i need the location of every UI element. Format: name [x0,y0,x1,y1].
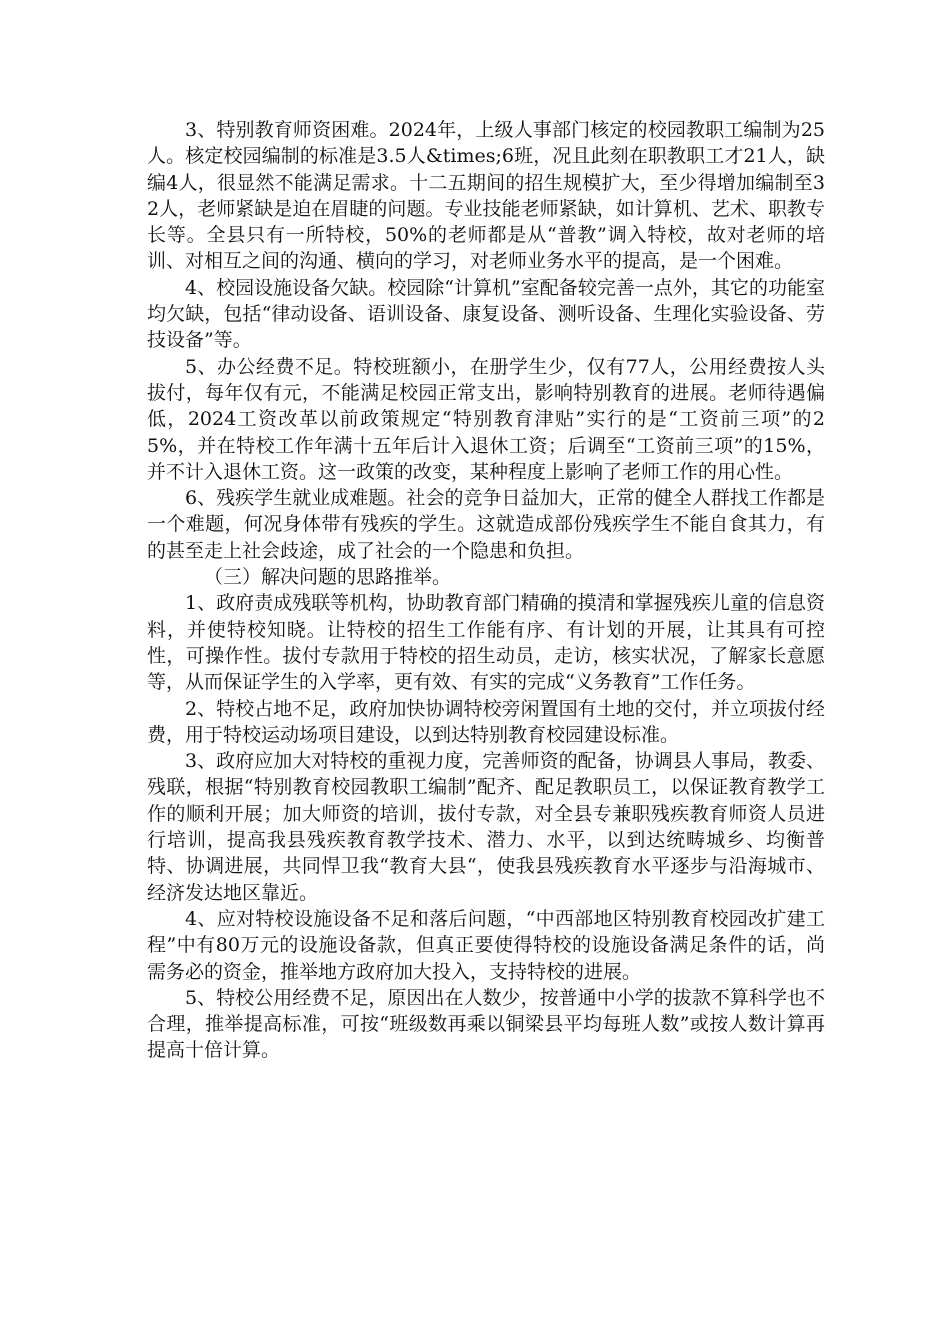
paragraph-facilities-lacking: 4、校园设施设备欠缺。校园除“计算机”室配备较完善一点外，其它的功能室均欠缺，包括“律动设备、语训设备、康复设备、测听设备、生理化实验设备、劳技设备”等。 [147,276,825,352]
paragraph-solution-2: 2、特校占地不足，政府加快协调特校旁闲置国有土地的交付，并立项拔付经费，用于特校运动场项目建设，以到达特别教育校园建设标准。 [147,697,825,746]
paragraph-employment-problem: 6、残疾学生就业成难题。社会的竞争日益加大，正常的健全人群找工作都是一个难题，何况身体带有残疾的学生。这就造成部份残疾学生不能自食其力，有的甚至走上社会歧途，成了社会的一个隐患和负担。 [147,487,825,562]
document-body [147,117,825,1064]
paragraph-solution-5: 5、特校公用经费不足，原因出在人数少，按普通中小学的拔款不算科学也不合理，推举提高标准，可按“班级数再乘以铜梁县平均每班人数”或按人数计算再提高十倍计算。 [147,986,825,1062]
section-heading-solutions: （三）解决问题的思路推举。 [204,566,452,589]
paragraph-solution-4: 4、应对特校设施设备不足和落后问题，“中西部地区特别教育校园改扩建工程”中有80万元的设施设备款，但真正要使得特校的设施设备满足条件的话，尚需务必的资金，推举地方政府加大投入，支持特校的进展。 [147,907,825,983]
paragraph-funding-shortage: 5、办公经费不足。特校班额小，在册学生少，仅有77人，公用经费按人头拔付，每年仅有元，不能满足校园正常支出，影响特别教育的进展。老师待遇偏低，2024工资改革以前政策规定“特别教育津贴”实行的是“工资前三项”的25%，并在特校工作年满十五年后计入退休工资；后调至“工资前三项”的15%，并不计入退休工资。这一政策的改变，某种程度上影响了老师工作的用心性。 [147,355,825,483]
paragraph-solution-1: 1、政府责成残联等机构，协助教育部门精确的摸清和掌握残疾儿童的信息资料，并使特校知晓。让特校的招生工作能有序、有计划的开展，让其具有可控性，可操作性。拔付专款用于特校的招生动员，走访，核实状况，了解家长意愿等，从而保证学生的入学率，更有效、有实的完成“义务教育”工作任务。 [147,592,825,694]
paragraph-solution-3: 3、政府应加大对特校的重视力度，完善师资的配备，协调县人事局，教委、残联，根据“特别教育校园教职工编制”配齐、配足教职员工，以保证教育教学工作的顺利开展；加大师资的培训，拔付专款，对全县专兼职残疾教育师资人员进行培训，提高我县残疾教育教学技术、潜力、水平，以到达统畴城乡、均衡普特、协调进展，共同悍卫我“教育大县“，使我县残疾教育水平逐步与沿海城市、经济发达地区靠近。 [147,750,825,904]
paragraph-teacher-shortage: 3、特别教育师资困难。2024年，上级人事部门核定的校园教职工编制为25人。核定校园编制的标准是3.5人&times;6班，况且此刻在职教职工才21人，缺编4人，很显然不能满足需求。十二五期间的招生规模扩大，至少得增加编制至32人，老师紧缺是迫在眉睫的问题。专业技能老师紧缺，如计算机、艺术、职教专长等。全县只有一所特校，50%的老师都是从“普教”调入特校，故对老师的培训、对相互之间的沟通、横向的学习，对老师业务水平的提高，是一个困难。 [147,119,825,273]
